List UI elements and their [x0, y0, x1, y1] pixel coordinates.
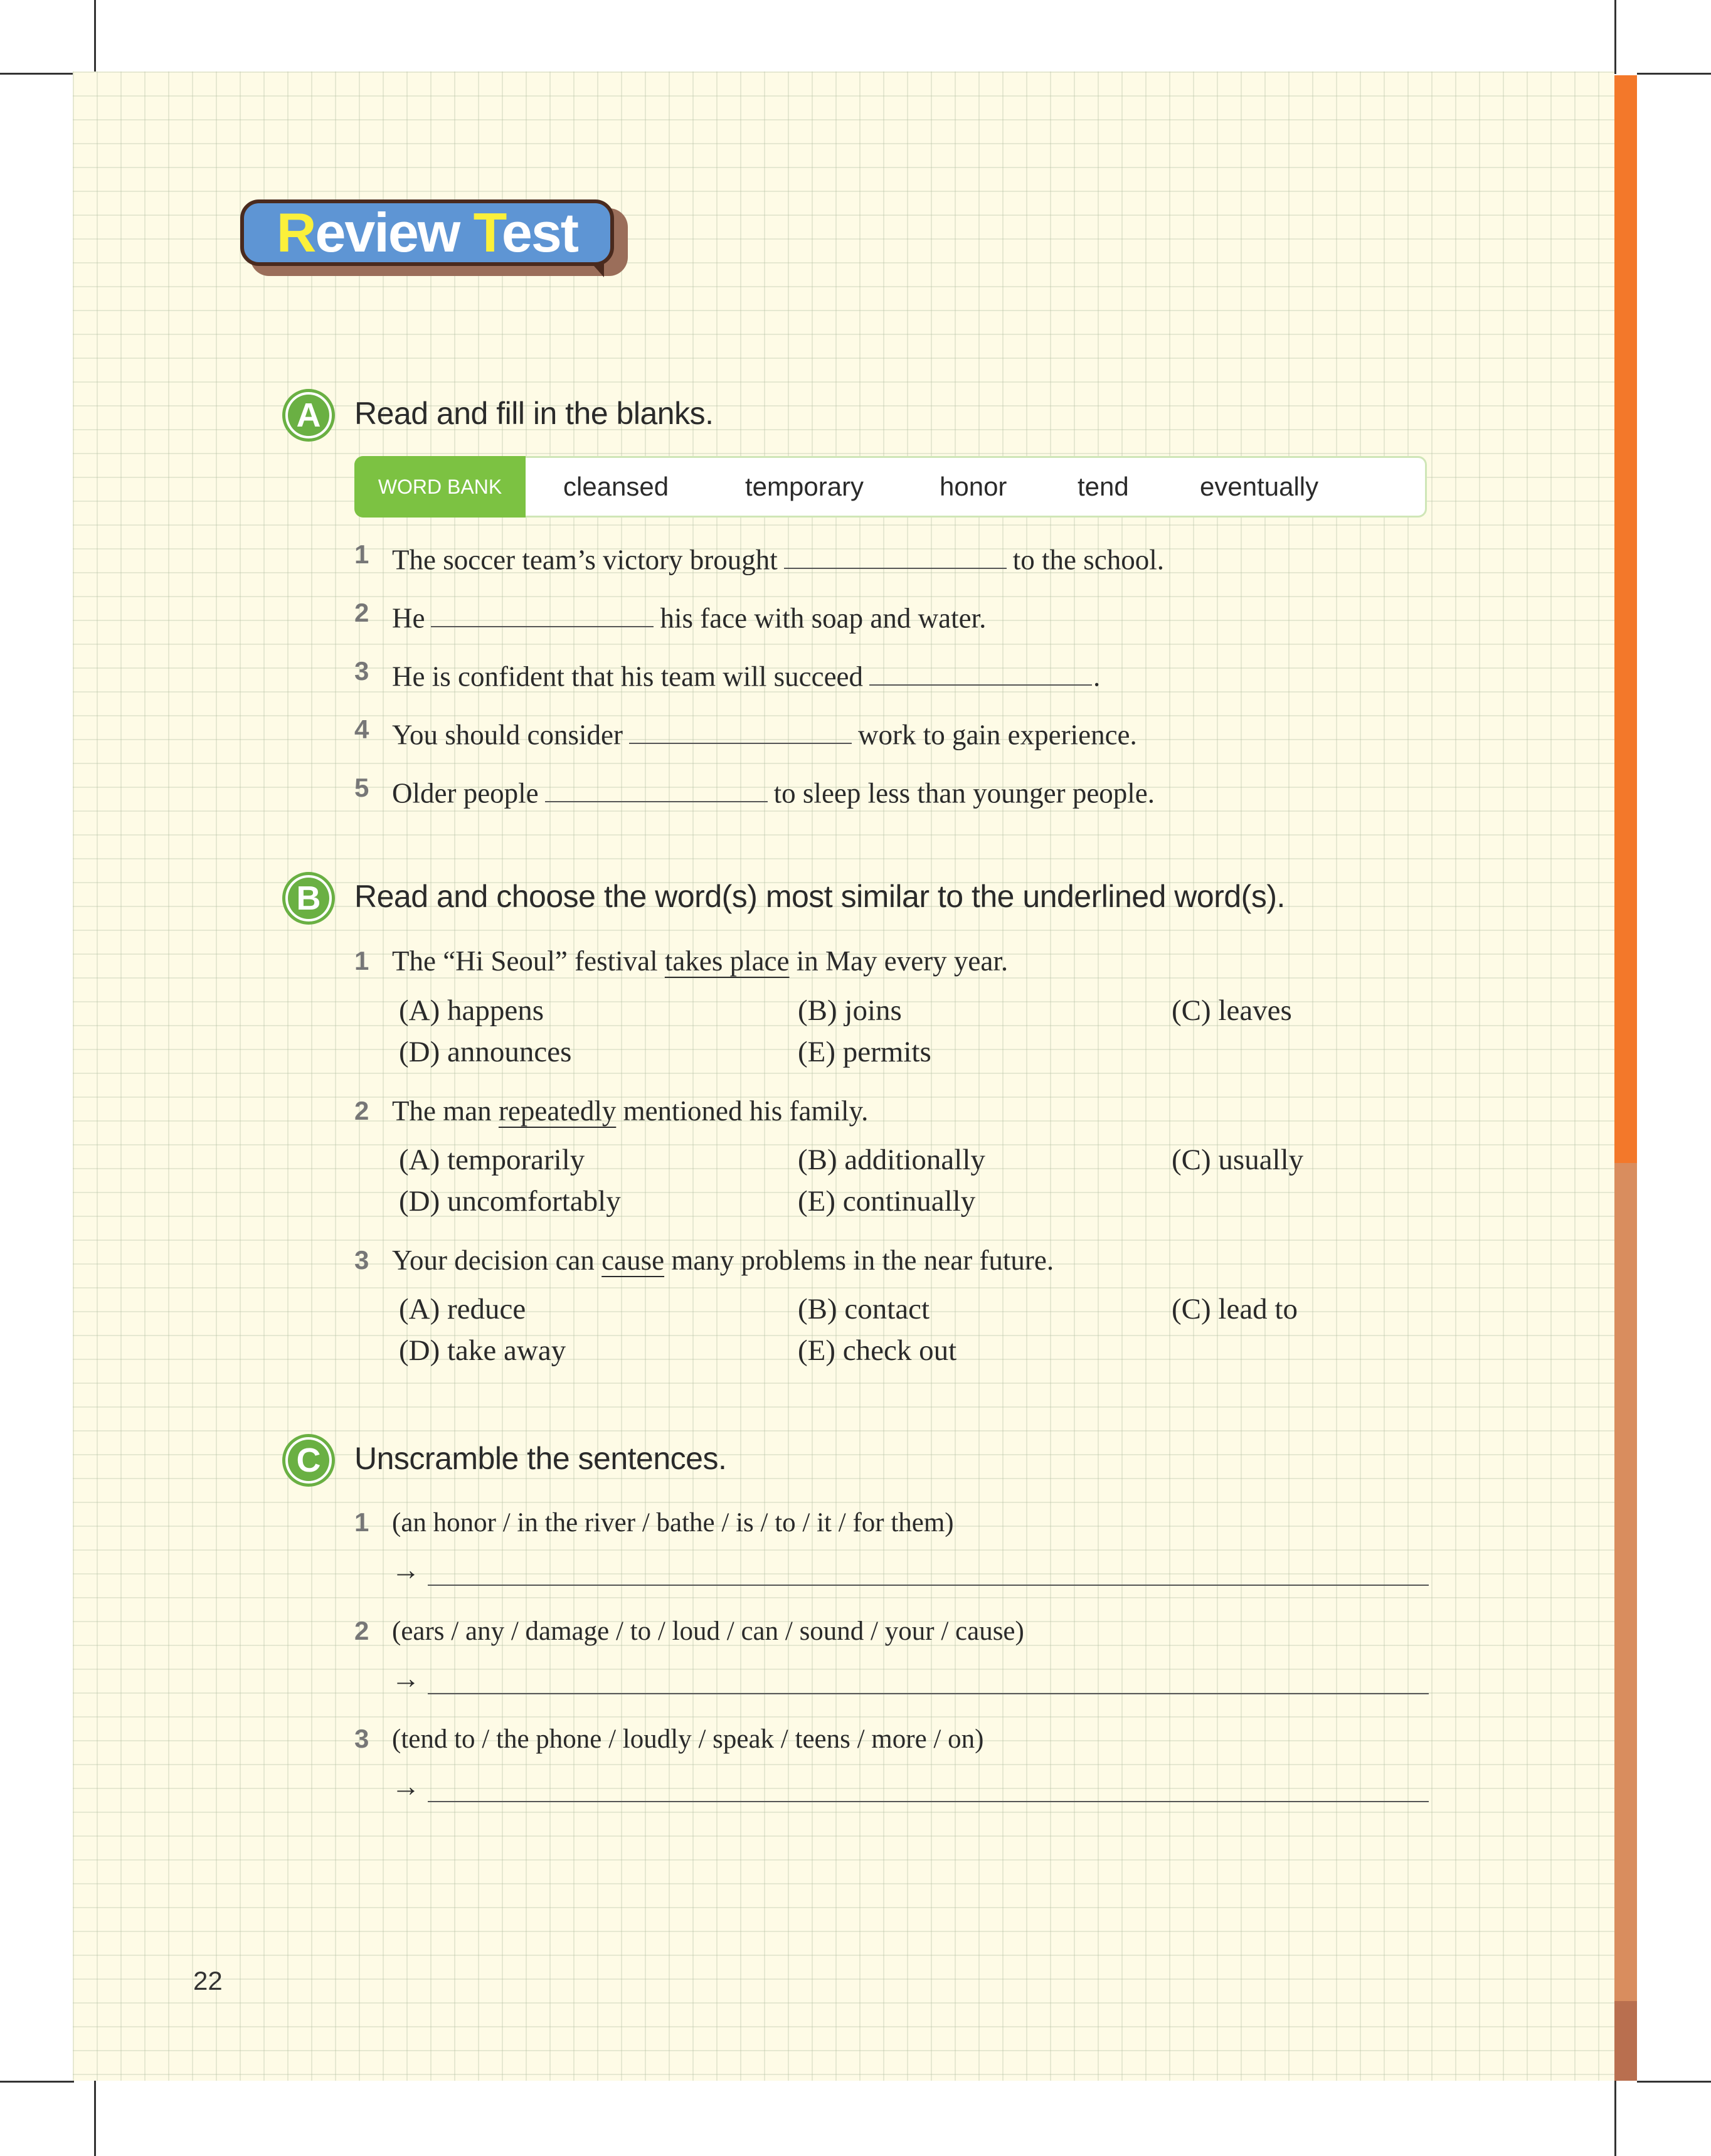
page-title: Review Test [276, 201, 578, 263]
underlined-word: cause [601, 1245, 665, 1276]
answer-option[interactable]: (B) additionally [798, 1144, 985, 1176]
answer-line[interactable] [428, 1801, 1429, 1802]
answer-option[interactable]: (E) continually [798, 1185, 976, 1218]
side-tab-tan [1614, 1163, 1637, 2001]
question-number: 1 [354, 539, 369, 569]
answer-blank[interactable] [431, 597, 654, 627]
scrambled-words: (tend to / the phone / loudly / speak / teens / more / on) [392, 1724, 984, 1754]
word-bank-label: WORD BANK [354, 456, 526, 518]
crop-mark [0, 73, 74, 75]
word-bank [354, 456, 1427, 518]
question-number: 1 [354, 946, 369, 975]
side-tab-orange [1614, 75, 1637, 1163]
word-bank-word: honor [940, 472, 1007, 501]
worksheet-page [73, 72, 1614, 2081]
crop-mark [0, 2081, 74, 2083]
answer-blank[interactable] [869, 655, 1092, 686]
answer-option[interactable]: (C) lead to [1172, 1293, 1298, 1325]
section-a-badge: A [282, 389, 335, 442]
review-test-title-badge [240, 199, 629, 277]
answer-blank[interactable] [545, 772, 768, 802]
answer-option[interactable]: (C) usually [1172, 1144, 1304, 1176]
crop-mark [1637, 2081, 1711, 2083]
answer-option[interactable]: (C) leaves [1172, 994, 1292, 1027]
answer-option[interactable]: (E) check out [798, 1334, 957, 1367]
side-tab-brown [1614, 2001, 1637, 2081]
answer-line[interactable] [428, 1693, 1429, 1694]
crop-mark [1614, 2081, 1616, 2156]
question-number: 3 [354, 1245, 369, 1275]
arrow-icon: → [391, 1554, 420, 1586]
question-number: 1 [354, 1507, 369, 1537]
word-bank-word: eventually [1200, 472, 1319, 501]
fill-blank-sentence: The soccer team’s victory brought to the school. [392, 538, 1164, 576]
scrambled-words: (ears / any / damage / to / loud / can / sound / your / cause) [392, 1617, 1024, 1646]
answer-option[interactable]: (D) announces [399, 1036, 572, 1068]
question-number: 3 [354, 1724, 369, 1753]
title-box [240, 199, 614, 266]
answer-option[interactable]: (E) permits [798, 1036, 931, 1068]
answer-option[interactable]: (B) joins [798, 994, 902, 1027]
section-b-instruction: Read and choose the word(s) most similar to the underlined word(s). [354, 879, 1285, 914]
crop-mark [1614, 0, 1616, 74]
arrow-icon: → [391, 1770, 420, 1802]
question-sentence: The man repeatedly mentioned his family. [392, 1095, 869, 1127]
fill-blank-sentence: You should consider work to gain experience. [392, 713, 1137, 751]
fill-blank-sentence: He is confident that his team will succeed . [392, 655, 1100, 693]
word-bank-word: temporary [745, 472, 864, 501]
fill-blank-sentence: Older people to sleep less than younger people. [392, 772, 1155, 809]
crop-mark [94, 0, 96, 74]
section-c-badge: C [282, 1434, 335, 1487]
section-c-instruction: Unscramble the sentences. [354, 1441, 727, 1476]
answer-option[interactable]: (A) reduce [399, 1293, 526, 1325]
answer-option[interactable]: (D) take away [399, 1334, 566, 1367]
word-bank-word: cleansed [563, 472, 669, 501]
question-number: 2 [354, 1616, 369, 1645]
question-number: 2 [354, 1096, 369, 1125]
fill-blank-sentence: He his face with soap and water. [392, 597, 986, 634]
answer-option[interactable]: (D) uncomfortably [399, 1185, 621, 1218]
answer-option[interactable]: (A) happens [399, 994, 544, 1027]
section-b-badge: B [282, 872, 335, 925]
scrambled-words: (an honor / in the river / bathe / is / to / it / for them) [392, 1508, 954, 1537]
section-a-instruction: Read and fill in the blanks. [354, 396, 714, 431]
answer-blank[interactable] [629, 713, 852, 744]
question-number: 5 [354, 773, 369, 802]
page-number: 22 [193, 1966, 223, 1995]
answer-option[interactable]: (A) temporarily [399, 1144, 585, 1176]
answer-blank[interactable] [784, 538, 1007, 569]
question-sentence: The “Hi Seoul” festival takes place in May every year. [392, 945, 1009, 977]
crop-mark [1637, 73, 1711, 75]
underlined-word: takes place [664, 945, 790, 977]
answer-line[interactable] [428, 1585, 1429, 1586]
answer-option[interactable]: (B) contact [798, 1293, 930, 1325]
crop-mark [94, 2081, 96, 2156]
arrow-icon: → [391, 1662, 420, 1694]
question-number: 3 [354, 656, 369, 686]
underlined-word: repeatedly [498, 1095, 617, 1127]
question-number: 4 [354, 714, 369, 744]
word-bank-word: tend [1078, 472, 1129, 501]
question-number: 2 [354, 598, 369, 627]
question-sentence: Your decision can cause many problems in the near future. [392, 1245, 1054, 1276]
